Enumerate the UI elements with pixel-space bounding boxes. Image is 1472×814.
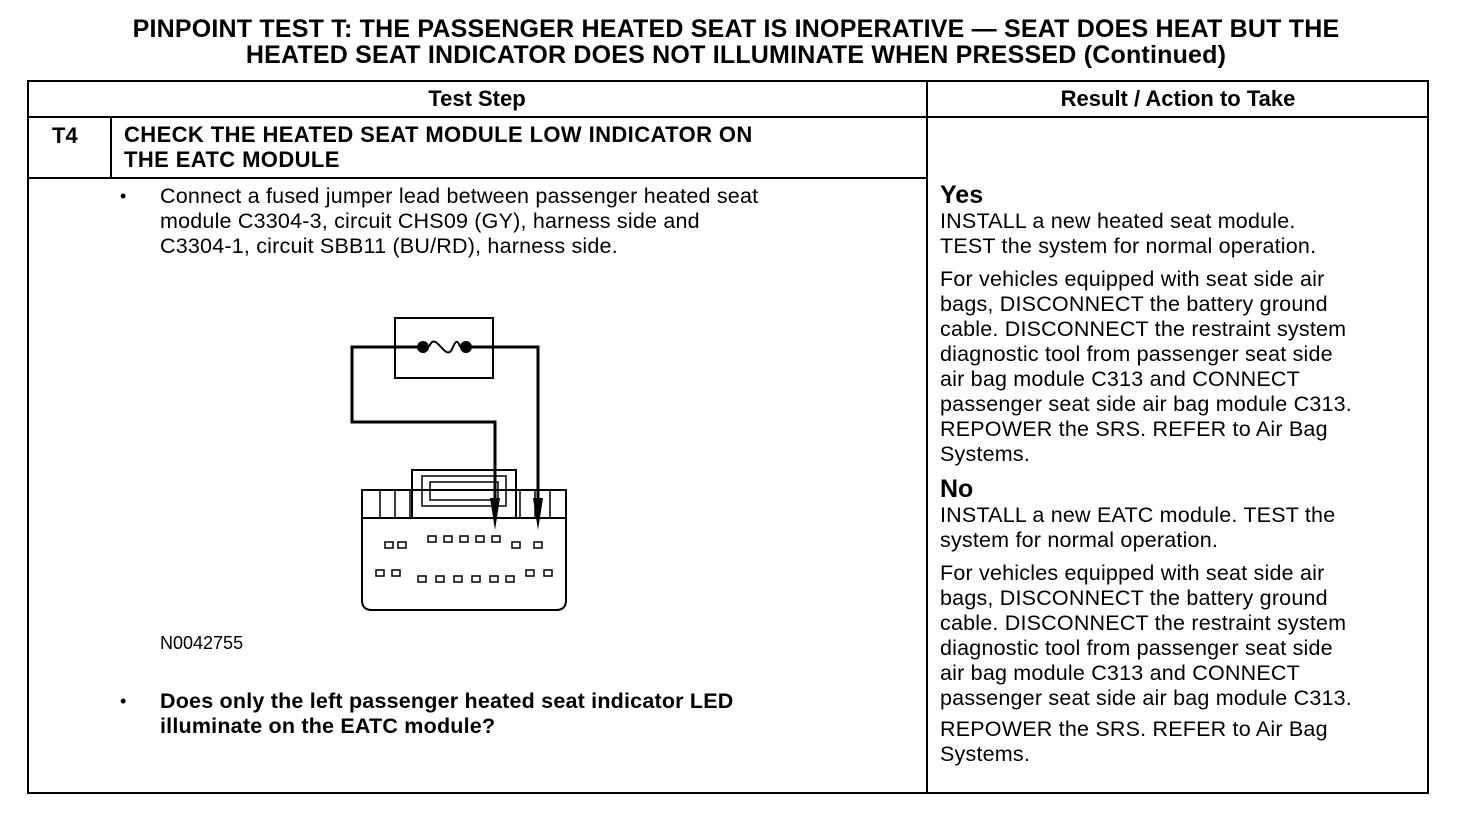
result-line: cable. DISCONNECT the restraint system (940, 317, 1347, 341)
bullet-marker: • (120, 691, 127, 711)
result-line: passenger seat side air bag module C313. (940, 392, 1352, 416)
result-line: bags, DISCONNECT the battery ground (940, 586, 1328, 610)
result-line: Systems. (940, 442, 1031, 466)
result-no-note (940, 561, 1352, 711)
figure-id: N0042755 (160, 633, 244, 653)
title-line-1: PINPOINT TEST T: THE PASSENGER HEATED SEAT IS INOPERATIVE — SEAT DOES HEAT BUT THE (132, 15, 1340, 43)
question-text (160, 689, 734, 739)
bullet-marker: • (120, 186, 127, 206)
result-line: diagnostic tool from passenger seat side (940, 636, 1333, 660)
title-line-2: HEATED SEAT INDICATOR DOES NOT ILLUMINATE WHEN PRESSED (Continued) (245, 41, 1227, 69)
header-test-step: Test Step (428, 86, 526, 111)
result-no-action (940, 503, 1335, 553)
result-line: air bag module C313 and CONNECT (940, 367, 1300, 391)
result-line: For vehicles equipped with seat side air (940, 267, 1325, 291)
result-no-note-2 (940, 717, 1328, 767)
question-line: illuminate on the EATC module? (160, 714, 496, 738)
result-line: air bag module C313 and CONNECT (940, 661, 1300, 685)
result-line: REPOWER the SRS. REFER to Air Bag (940, 417, 1328, 441)
header-result: Result / Action to Take (1060, 86, 1296, 111)
result-yes-action (940, 209, 1316, 259)
step-title-line: CHECK THE HEATED SEAT MODULE LOW INDICATOR ON (124, 122, 753, 147)
result-line: REPOWER the SRS. REFER to Air Bag (940, 717, 1328, 741)
result-no-label: No (940, 475, 974, 503)
result-line: bags, DISCONNECT the battery ground (940, 292, 1328, 316)
page-title (0, 16, 1472, 68)
result-line: Systems. (940, 742, 1031, 766)
step-id-divider (110, 116, 112, 178)
result-line: For vehicles equipped with seat side air (940, 561, 1325, 585)
column-divider (926, 80, 928, 794)
result-line: INSTALL a new heated seat module. (940, 209, 1296, 233)
connector-icon (362, 470, 566, 610)
question-line: Does only the left passenger heated seat indicator LED (160, 689, 734, 713)
result-line: cable. DISCONNECT the restraint system (940, 611, 1347, 635)
instruction-text (160, 184, 758, 259)
header-rule (27, 116, 1429, 118)
result-line: diagnostic tool from passenger seat side (940, 342, 1333, 366)
result-line: INSTALL a new EATC module. TEST the (940, 503, 1336, 527)
result-line: system for normal operation. (940, 528, 1219, 552)
instruction-line: Connect a fused jumper lead between passenger heated seat (160, 184, 759, 208)
jumper-lead-diagram (340, 300, 580, 620)
step-title-rule (27, 177, 928, 179)
step-id: T4 (52, 123, 78, 148)
instruction-line: C3304-1, circuit SBB11 (BU/RD), harness side. (160, 234, 618, 258)
step-title-line: THE EATC MODULE (124, 147, 340, 172)
instruction-line: module C3304-3, circuit CHS09 (GY), harness side and (160, 209, 700, 233)
result-line: TEST the system for normal operation. (940, 234, 1317, 258)
result-yes-label: Yes (940, 181, 984, 209)
result-yes-note (940, 267, 1352, 467)
step-title (124, 122, 753, 172)
result-line: passenger seat side air bag module C313. (940, 686, 1352, 710)
